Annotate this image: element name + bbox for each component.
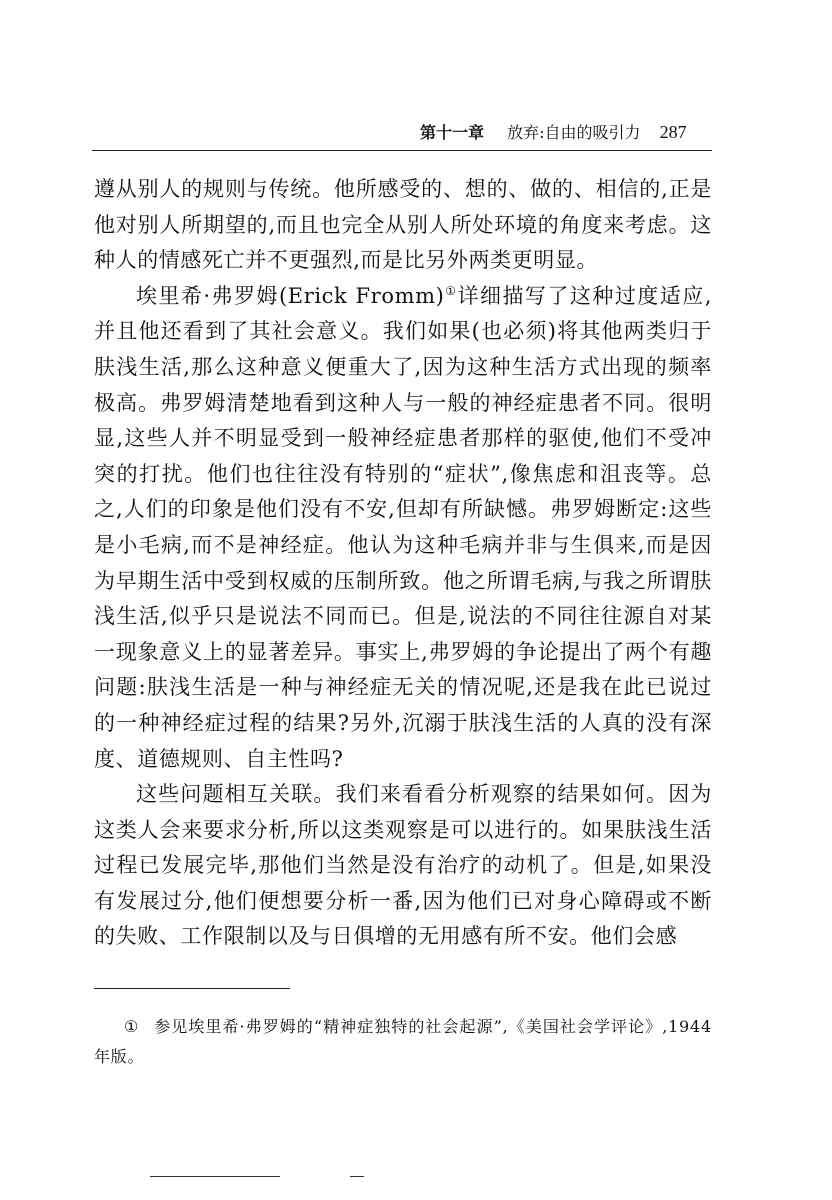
footnote-text: 参见埃里希·弗罗姆的“精神症独特的社会起源”,《美国社会学评论》,1944 年版。 [94, 1017, 712, 1066]
paragraph-1: 遵从别人的规则与传统。他所感受的、想的、做的、相信的,正是他对别人所期望的,而且也完全从别人所处环境的角度来考虑。这种人的情感死亡并不更强烈,而是比另外两类更明显。 [94, 177, 712, 273]
footnote [94, 1012, 712, 1072]
footnote-marker: ① [124, 1017, 140, 1036]
running-header [420, 118, 712, 146]
page-number: 287 [659, 122, 687, 142]
header-rule [92, 150, 712, 151]
bottom-scan-mark [150, 1176, 280, 1177]
body-text [94, 172, 712, 955]
fromm-name: 埃里希·弗罗姆(Erick Fromm) [136, 283, 445, 308]
footnote-reference: ① [444, 283, 458, 298]
paragraph-2 [94, 279, 712, 777]
chapter-label: 第十一章 [420, 123, 485, 142]
footnote-rule [94, 988, 290, 989]
paragraph-2-text: 详细描写了这种过度适应,并且他还看到了其社会意义。我们如果(也必须)将其他两类归于肤浅生活,那么这种意义便重大了,因为这种生活方式出现的频率极高。弗罗姆清楚地看到这种人与一般的神经症患者不同。很明显,这些人并不明显受到一般神经症患者那样的驱使,他们不受冲突的打扰。他们也往往没有特别的“症状”,像焦虑和沮丧等。总之,人们的印象是他们没有不安,但却有所缺憾。弗罗姆断定:这些是小毛病,而不是神经症。他认为这种毛病并非与生俱来,而是因为早期生活中受到权威的压制所致。他之所谓毛病,与我之所谓肤浅生活,似乎只是说法不同而已。但是,说法的不同往往源自对某一现象意义上的显著差异。事实上,弗罗姆的争论提出了两个有趣问题:肤浅生活是一种与神经症无关的情况呢,还是我在此已说过的一种神经症过程的结果?另外,沉溺于肤浅生活的人真的没有深度、道德规则、自主性吗? [94, 283, 712, 771]
bottom-scan-mark [350, 1176, 364, 1177]
chapter-title: 放弃:自由的吸引力 [507, 123, 641, 142]
paragraph-3: 这些问题相互关联。我们来看看分析观察的结果如何。因为这类人会来要求分析,所以这类观察是可以进行的。如果肤浅生活过程已发展完毕,那他们当然是没有治疗的动机了。但是,如果没有发展过分,他们便想要分析一番,因为他们已对身心障碍或不断的失败、工作限制以及与日俱增的无用感有所不安。他们会感 [94, 782, 712, 949]
